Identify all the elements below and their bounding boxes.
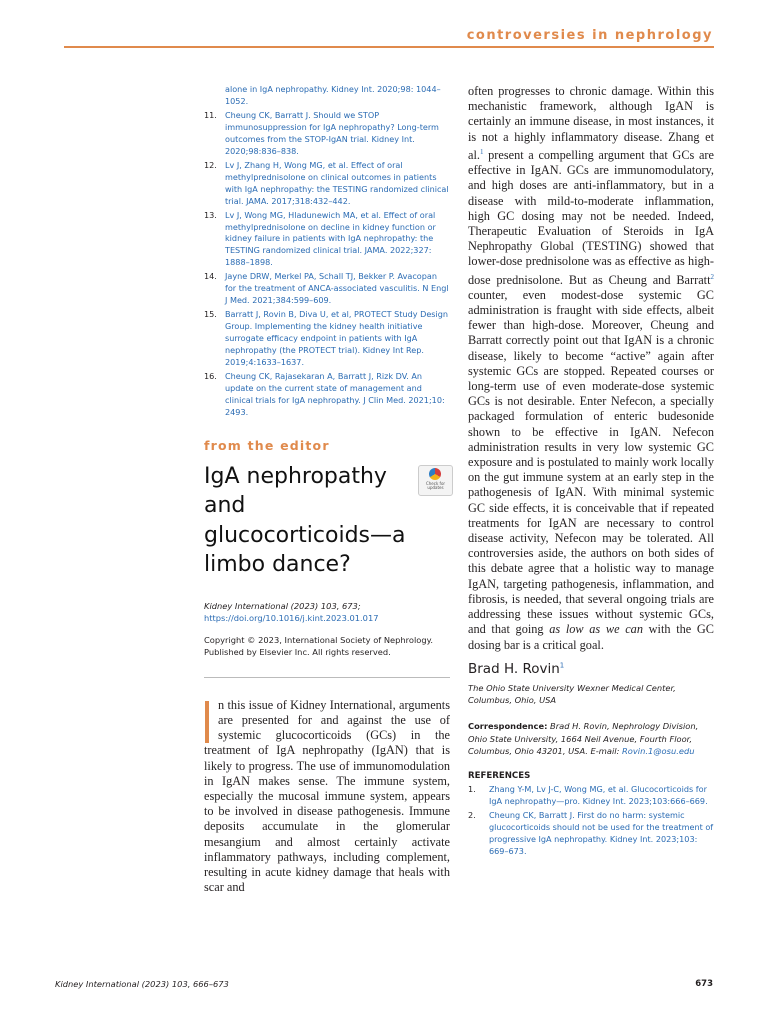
copyright: Copyright © 2023, International Society of Nephrology. Published by Elsevier Inc. All rights reserved. <box>204 635 433 658</box>
reference-item[interactable]: 1. Zhang Y-M, Lv J-C, Wong MG, et al. Glucocorticoids for IgA nephropathy—pro. Kidney Int. 2023;103:666–669. <box>468 784 708 807</box>
check-for-updates-label: Check for updates <box>425 480 446 491</box>
reference-item[interactable]: 15. Barratt J, Rovin B, Diva U, et al, PROTECT Study Design Group. Implementing the kidney health initiative surrogate efficacy endpoint in patients with IgA nephropathy (the PROTECT trial). Kidney Int Rep. 2019;4:1633–1637. <box>204 309 449 367</box>
right-column <box>468 84 714 860</box>
reference-item[interactable]: 16. Cheung CK, Rajasekaran A, Barratt J, Rizk DV. An update on the current state of management and clinical trials for IgA nephropathy. J Clin Med. 2021;10: 2493. <box>204 370 445 417</box>
body-left-text: n this issue of Kidney International, arguments are presented for and against the use of systemic glucocorticoids (GCs) in the treatment of IgA nephropathy (IgAN) that is likely to progress. The use of immunomodulation in IgAN makes sense. The immune system, especially the mucosal immune system, appears to be involved in disease pathogenesis. Immune deposits accumulate in the glomerular mesangium and almost certainly activate inflammatory pathways, including complement, resulting in acute kidney damage that heals with scar and <box>204 697 450 895</box>
reference-citation[interactable]: 2 <box>710 272 714 281</box>
reference-item[interactable]: 12. Lv J, Zhang H, Wong MG, et al. Effect of oral methylprednisolone on clinical outcomes in patients with IgA nephropathy: the TESTING randomized clinical trial. JAMA. 2017;318:432–442. <box>204 159 449 206</box>
reference-item[interactable]: 11. Cheung CK, Barratt J. Should we STOP immunosuppression for IgA nephropathy? Long-term outcomes from the STOP-IgAN trial. Kidney Int. 2020;98:836–838. <box>204 110 439 156</box>
page-number: 673 <box>695 979 713 989</box>
doi-link[interactable]: https://doi.org/10.1016/j.kint.2023.01.017 <box>204 612 379 623</box>
affiliation: The Ohio State University Wexner Medical Center, Columbus, Ohio, USA <box>468 682 676 705</box>
reference-item[interactable]: 2. Cheung CK, Barratt J. First do no harm: systemic glucocorticoids should not be used for the treatment of progressive IgA nephropathy. Kidney Int. 2023;103: 669–673. <box>468 810 714 856</box>
left-column <box>204 84 450 895</box>
title-block <box>204 462 450 580</box>
reference-list <box>468 784 714 858</box>
drop-cap-i <box>205 701 209 743</box>
article-title: IgA nephropathy and glucocorticoids—a limbo dance? <box>204 463 406 578</box>
header-rule <box>64 46 714 48</box>
reference-list-continued <box>204 84 450 419</box>
section-label: from the editor <box>204 437 330 453</box>
citation <box>204 600 450 625</box>
body-paragraph-continued: often progresses to chronic damage. Within this mechanistic framework, although IgAN is certainly an immune disease, in most instances, it is not a highly inflammatory disease. Zhang et al.$^1$ present a compelling argument that GCs are effective in IgAN. GCs are immunomodulatory, and high doses are anti-inflammatory, but in a disease with mild-to-moderate inflammation, high GC dosing may not be needed. Indeed, Therapeutic Evaluation of Steroids in IgA Nephropathy Global (TESTING) showed that lower-dose prednisolone was as effective as high-dose prednisolone. But as Cheung and Barratt$^2$ counter, even modest-dose systemic GC administration is fraught with side effects, albeit fewer than high-dose. Moreover, Cheung and Barratt correctly point out that IgAN is a chronic disease, likely to become “active” again after systemic GCs are stopped. Repeated courses or long-term use of even moderate-dose systemic GCs is not desirable. Enter Nefecon, a specially packaged formulation of enteric budesonide shown to be effective in IgAN. Nefecon administration results in very low systemic GC exposure and is postulated to mainly work locally on the gut immune system at an early step in the pathogenesis of IgAN. With minimal systemic GC side effects, it is conceivable that if repeated treatments for IgAN are necessary to control disease activity, Nefecon may be tolerated. All controversies aside, the authors on both sides of this debate agree that a holistic way to manage IgAN, targeting pathogenesis, inflammation, and fibrosis, is needed, that several ongoing trials are addressing these issues without systemic GCs, and that going as low as we can with the GC dosing bar is a critical goal. <box>468 84 714 652</box>
divider <box>204 677 450 678</box>
reference-citation[interactable]: 1 <box>479 147 484 156</box>
check-for-updates-icon <box>429 468 441 480</box>
check-for-updates-button[interactable] <box>418 465 453 496</box>
body-paragraph <box>204 698 450 896</box>
reference-item[interactable]: 14. Jayne DRW, Merkel PA, Schall TJ, Bekker P. Avacopan for the treatment of ANCA-associated vasculitis. N Engl J Med. 2021;384:599–609. <box>204 271 449 306</box>
reference-item[interactable]: 13. Lv J, Wong MG, Hladunewich MA, et al. Effect of oral methylprednisolone on decline in kidney function or kidney failure in patients with IgA nephropathy: the TESTING randomized clinical trial. JAMA. 2022;327: 1888–1898. <box>204 209 436 268</box>
citation-text: Kidney International (2023) 103, 673; <box>204 600 361 611</box>
footer-journal: Kidney International (2023) 103, 666–673 <box>55 979 229 989</box>
section-header: controversies in nephrology <box>466 28 713 43</box>
affiliation-marker[interactable]: 1 <box>559 661 565 670</box>
references-heading: REFERENCES <box>468 771 531 782</box>
author-name: Brad H. Rovin$^1$ <box>468 660 565 677</box>
reference-item[interactable]: alone in IgA nephropathy. Kidney Int. 2020;98: 1044–1052. <box>225 84 441 106</box>
email-link[interactable]: Rovin.1@osu.edu <box>622 745 695 756</box>
correspondence: Correspondence: Brad H. Rovin, Nephrology Division, Ohio State University, 1664 Neil Avenue, Fourth Floor, Columbus, Ohio 43201, USA. E-mail: Rovin.1@osu.edu <box>468 721 699 756</box>
